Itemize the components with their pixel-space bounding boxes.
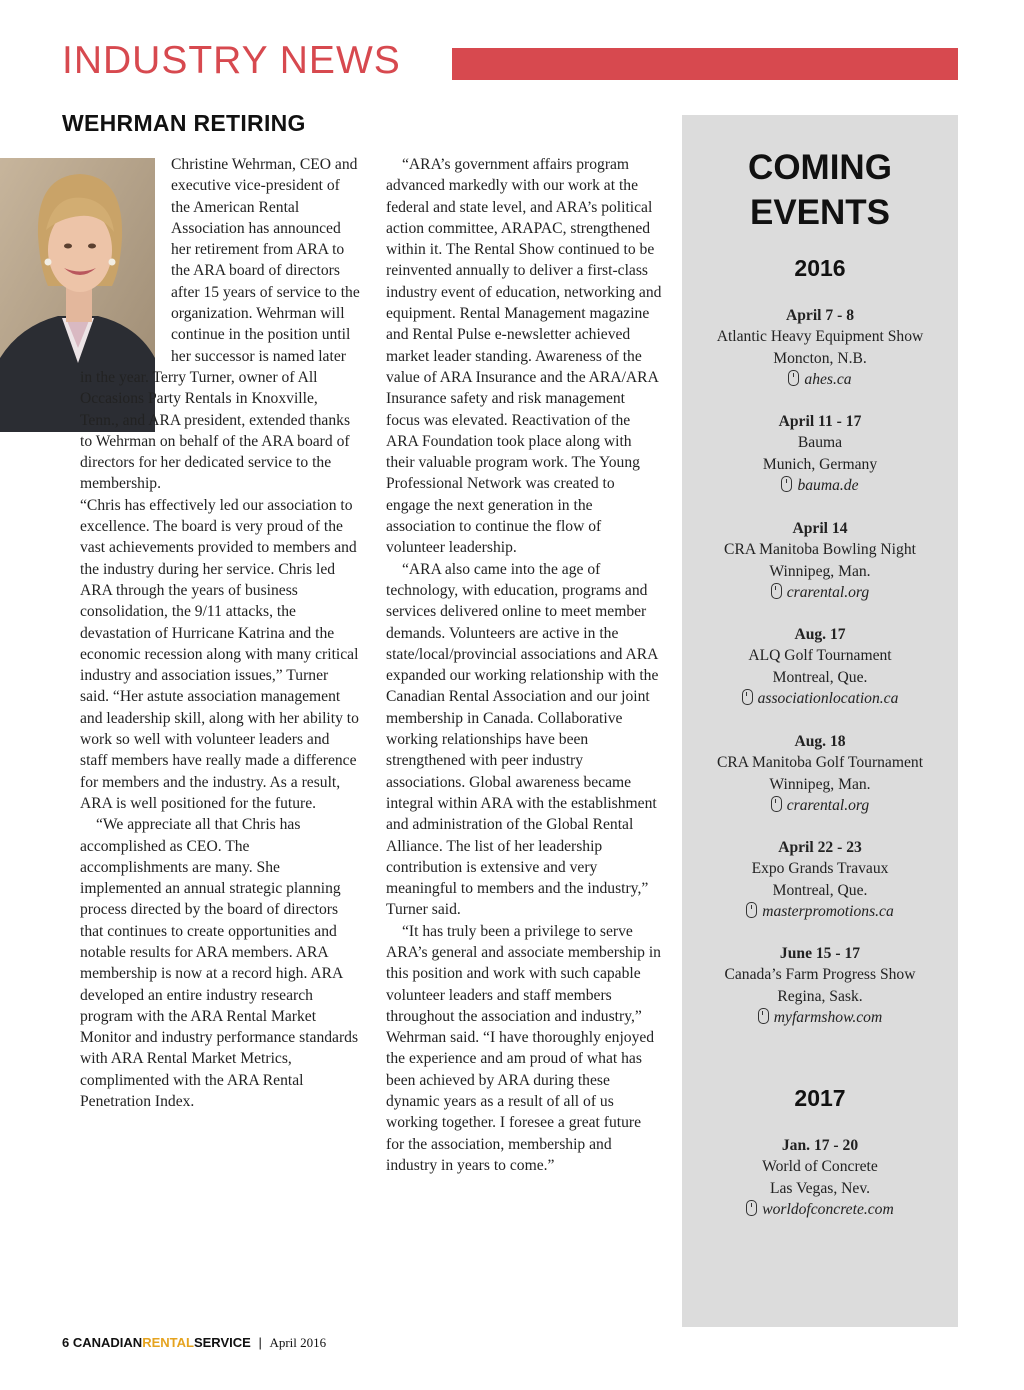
event-date: Jan. 17 - 20 <box>781 1137 859 1154</box>
publication-name-part: CANADIAN <box>72 1335 143 1350</box>
event-item <box>682 837 958 922</box>
article-paragraph: in the year. Terry Turner, owner of All Occasions Party Rentals in Knoxville, Tenn., and ARA president, extended thanks to Wehrman on behalf of the ARA board of directors for her dedicated service to the membership. <box>80 368 351 493</box>
event-item <box>682 411 958 496</box>
event-name: Expo Grands Travaux <box>751 860 889 878</box>
event-url[interactable]: bauma.de <box>797 476 859 494</box>
event-date: April 22 - 23 <box>778 839 862 856</box>
event-location: Winnipeg, Man. <box>769 775 871 793</box>
event-date: April 14 <box>792 520 848 537</box>
event-date: April 11 - 17 <box>778 413 862 430</box>
event-name: Atlantic Heavy Equipment Show <box>716 328 924 346</box>
event-location: Las Vegas, Nev. <box>769 1179 871 1197</box>
mouse-icon <box>788 370 799 386</box>
event-item <box>682 731 958 816</box>
event-date: June 15 - 17 <box>779 945 861 962</box>
sidebar-title-line: COMING <box>748 148 892 187</box>
article-column-middle <box>386 154 662 1176</box>
event-url[interactable]: myfarmshow.com <box>773 1008 883 1026</box>
event-link[interactable] <box>682 1007 958 1028</box>
event-url[interactable]: ahes.ca <box>804 370 852 388</box>
event-link[interactable] <box>682 1199 958 1220</box>
mouse-icon <box>771 796 782 812</box>
event-name: CRA Manitoba Bowling Night <box>724 541 916 559</box>
event-url[interactable]: associationlocation.ca <box>757 689 899 707</box>
event-link[interactable] <box>682 582 958 603</box>
article-column-left <box>80 154 360 1112</box>
event-location: Montreal, Que. <box>772 881 868 899</box>
mouse-icon <box>742 689 753 705</box>
event-url[interactable]: worldofconcrete.com <box>762 1200 894 1218</box>
year-heading-2016: 2016 <box>794 255 846 281</box>
event-date: April 7 - 8 <box>785 307 854 324</box>
year-heading-2017: 2017 <box>794 1085 846 1111</box>
mouse-icon <box>771 583 782 599</box>
mouse-icon <box>746 902 757 918</box>
publication-name <box>73 1335 251 1350</box>
publication-name-part: SERVICE <box>193 1335 251 1350</box>
event-location: Munich, Germany <box>762 455 878 473</box>
event-location: Montreal, Que. <box>772 668 868 686</box>
event-name: Canada’s Farm Progress Show <box>724 966 916 984</box>
event-name: CRA Manitoba Golf Tournament <box>716 754 924 772</box>
event-item <box>682 1135 958 1220</box>
event-item <box>682 624 958 709</box>
mouse-icon <box>781 476 792 492</box>
event-location: Regina, Sask. <box>777 987 863 1005</box>
article-intro-wrap: Christine Wehrman, CEO and executive vice-president of the American Rental Association has announced her retirement from ARA to the ARA board of directors after 15 years of service to the organization. Wehrman will continue in the position until her successor is named later <box>171 156 360 365</box>
event-link[interactable] <box>682 688 958 709</box>
event-location: Moncton, N.B. <box>773 349 867 367</box>
section-title: INDUSTRY NEWS <box>62 39 401 82</box>
event-item <box>682 305 958 390</box>
event-name: ALQ Golf Tournament <box>748 647 892 665</box>
event-url[interactable]: masterpromotions.ca <box>762 902 894 920</box>
section-header <box>62 38 958 84</box>
event-link[interactable] <box>682 795 958 816</box>
page-footer <box>62 1335 326 1351</box>
event-item <box>682 943 958 1028</box>
event-name: Bauma <box>797 434 843 452</box>
article-headline: WEHRMAN RETIRING <box>62 110 306 136</box>
event-url[interactable]: crarental.org <box>786 583 870 601</box>
publication-name-part: RENTAL <box>142 1335 194 1350</box>
footer-separator: | <box>258 1335 262 1350</box>
sidebar-title-line: EVENTS <box>749 193 891 232</box>
section-accent-bar <box>452 48 958 80</box>
issue-date: April 2016 <box>269 1335 327 1350</box>
article-paragraph: “Chris has effectively led our association to excellence. The board is very proud of the vast achievements provided to members and the industry during her service. Chris led ARA through the years of business consolidation, the 9/11 attacks, the devastation of Hurricane Katrina and the economic recession along with many critical industry and association issues,” Turner said. “Her astute association management and leadership skill, along with her ability to work so well with volunteer leaders and staff members have really made a difference for members and the industry. As a result, ARA is well positioned for the future. <box>80 496 359 812</box>
sidebar-title <box>682 145 958 235</box>
event-date: Aug. 18 <box>794 733 846 750</box>
mouse-icon <box>746 1200 757 1216</box>
event-item <box>682 518 958 603</box>
article-paragraph: “ARA also came into the age of technology, with education, programs and services delivered online to meet member demands. Volunteers are active in the state/local/provincial associations and ARA expanded our working relationship with the Canadian Rental Association and our joint membership in Canada. Collaborative working relationships have been strengthened with peer industry associations. Global awareness became integral within ARA with the establishment and administration of the Global Rental Alliance. The list of her leadership contribution is extensive and very meaningful to members and the industry,” Turner said. <box>386 560 659 919</box>
mouse-icon <box>758 1008 769 1024</box>
event-location: Winnipeg, Man. <box>769 562 871 580</box>
article-paragraph: “It has truly been a privilege to serve ARA’s general and associate membership in this position and work with such capable volunteer leaders and staff members throughout the association and industry,” Wehrman said. “I have thoroughly enjoyed the experience and am proud of what has been achieved by ARA during these dynamic years as a result of all of us working together. I foresee a great future for the association, membership and industry in years to come.” <box>386 922 661 1174</box>
article-paragraph: “We appreciate all that Chris has accomplished as CEO. The accomplishments are many. She implemented an annual strategic planning process directed by the board of directors that continues to create opportunities and notable results for ARA members. ARA membership is now at a record high. ARA developed an entire industry research program with the ARA Rental Market Monitor and industry performance standards with ARA Rental Market Metrics, complimented with the ARA Rental Penetration Index. <box>80 816 359 1111</box>
coming-events-sidebar <box>682 115 958 1327</box>
article-paragraph: “ARA’s government affairs program advanced markedly with our work at the federal and state level, and ARA’s political action committee, ARAPAC, strengthened within it. The Rental Show continued to be reinvented annually to deliver a first-class industry event of education, networking and equipment. Rental Management magazine and Rental Pulse e-newsletter achieved market leader standing. Awareness of the value of ARA Insurance and the ARA/ARA Insurance safety and risk management focus was elevated. Reactivation of the ARA Foundation took place along with their valuable program work. The Young Professional Network was created to engage the next generation in the association to continue the flow of volunteer leadership. <box>386 156 662 557</box>
event-url[interactable]: crarental.org <box>786 796 870 814</box>
event-date: Aug. 17 <box>794 626 846 643</box>
event-link[interactable] <box>682 475 958 496</box>
page-number: 6 <box>62 1335 70 1350</box>
event-link[interactable] <box>682 901 958 922</box>
event-name: World of Concrete <box>762 1158 878 1176</box>
event-link[interactable] <box>682 369 958 390</box>
